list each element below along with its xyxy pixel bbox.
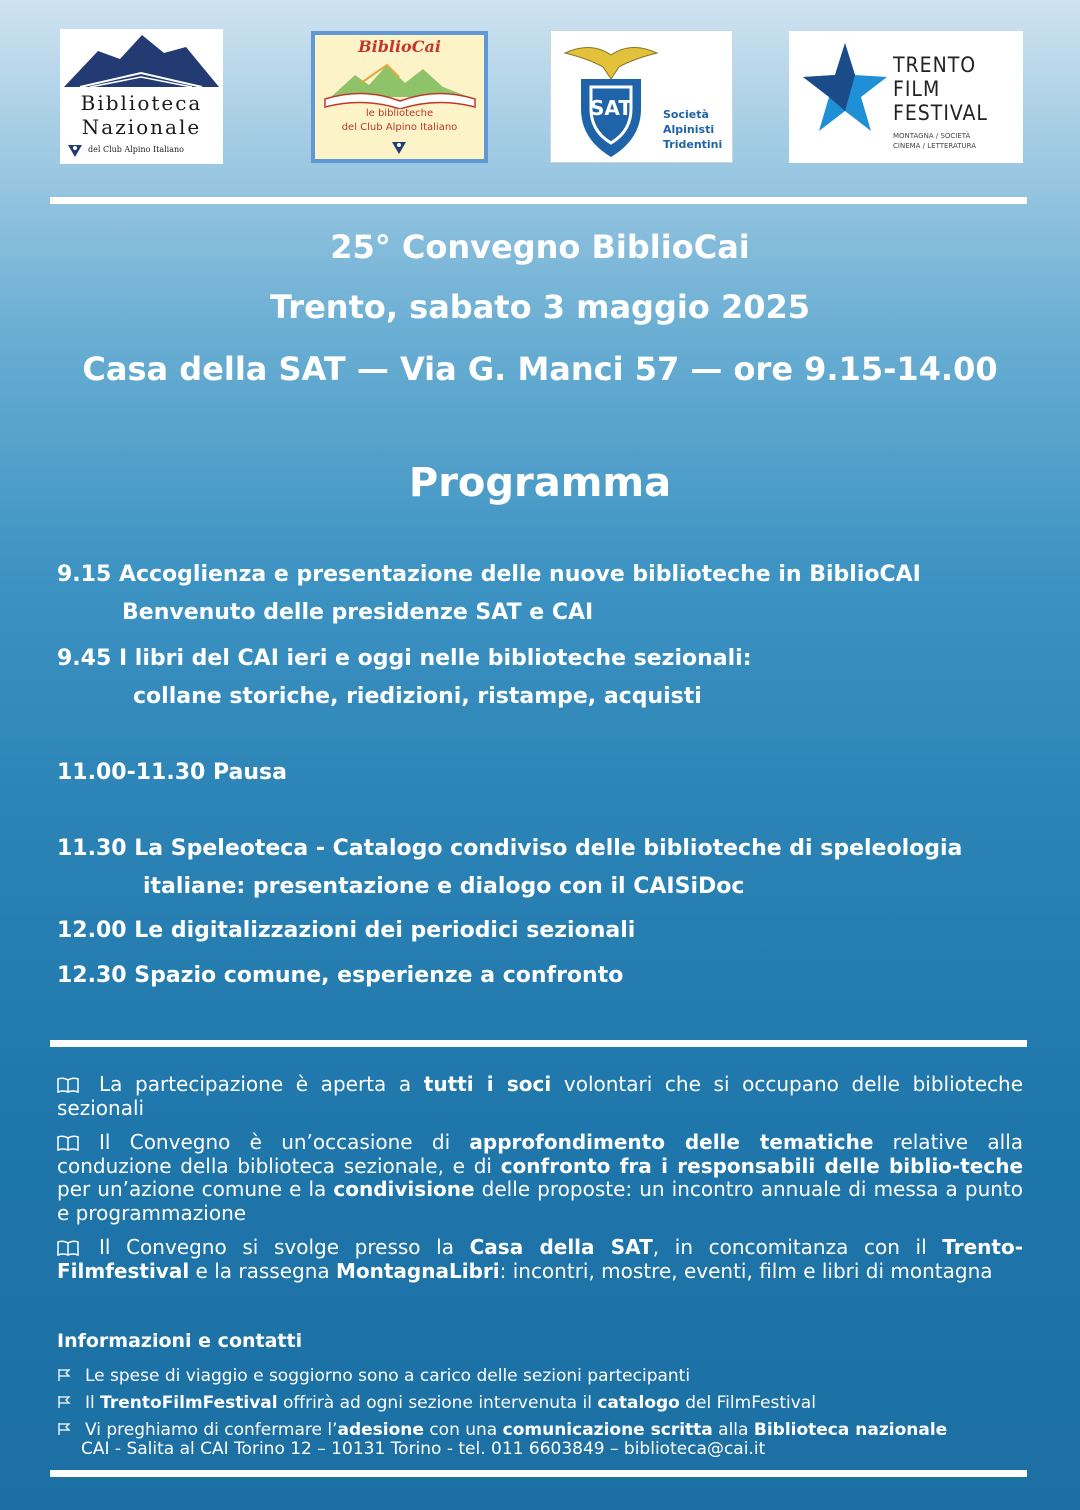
program-item: 11.30 La Speleoteca - Catalogo condiviso delle biblioteche di speleologia xyxy=(57,836,963,861)
logo-text-line: FESTIVAL xyxy=(893,101,988,125)
logo-text: del Club Alpino Italiano xyxy=(88,145,184,154)
open-book-icon xyxy=(57,1077,79,1093)
programma-heading: Programma xyxy=(408,460,672,506)
note-paragraph xyxy=(57,1131,1023,1225)
sat-logo xyxy=(550,30,733,163)
flag-icon xyxy=(57,1422,71,1436)
note-text-bold: MontagnaLibri xyxy=(335,1258,500,1283)
info-text: con una xyxy=(423,1420,503,1440)
info-text: offrirà ad ogni sezione intervenuta il xyxy=(277,1393,598,1413)
open-book-mountains-icon xyxy=(321,57,479,109)
program-item: 9.15 Accoglienza e presentazione delle nuove biblioteche in BiblioCAI xyxy=(57,562,921,587)
logo-text-line: le biblioteche xyxy=(365,108,434,119)
info-text: Le spese di viaggio e soggiorno sono a carico delle sezioni partecipanti xyxy=(85,1366,691,1386)
logo-strip xyxy=(0,28,1080,168)
info-text-bold: catalogo xyxy=(597,1393,680,1413)
note-text: Il Convegno si svolge presso la xyxy=(99,1235,470,1259)
note-text-bold: condivisione xyxy=(333,1177,475,1201)
logo-text: Biblioteca xyxy=(80,91,203,115)
mountain-book-icon xyxy=(60,29,223,91)
divider xyxy=(50,1040,1027,1047)
program-item: 12.30 Spazio comune, esperienze a confronto xyxy=(57,963,624,988)
info-text-bold: Biblioteca nazionale xyxy=(753,1420,948,1440)
logo-text xyxy=(893,53,988,125)
note-paragraph xyxy=(57,1236,1023,1283)
event-venue: Casa della SAT — Via G. Manci 57 — ore 9.15-14.00 xyxy=(82,350,998,388)
note-text: volontari che si occupano delle biblioteche sezionali xyxy=(57,1072,1024,1120)
contact-line: CAI - Salita al CAI Torino 12 – 10131 Torino - tel. 011 6603849 – biblioteca@cai.it xyxy=(81,1439,766,1459)
note-text: delle proposte: un incontro annuale di messa a punto e programmazione xyxy=(57,1177,1024,1225)
bibliocai-logo xyxy=(311,31,488,163)
cai-emblem-icon xyxy=(66,141,84,159)
program-item: 9.45 I libri del CAI ieri e oggi nelle biblioteche sezionali: xyxy=(57,646,752,671)
info-item xyxy=(57,1366,690,1386)
info-text: Il xyxy=(85,1393,101,1413)
info-text-bold: adesione xyxy=(337,1420,424,1440)
note-text: La partecipazione è aperta a xyxy=(99,1072,424,1096)
info-text: del FilmFestival xyxy=(679,1393,816,1413)
program-item: 11.00-11.30 Pausa xyxy=(57,760,287,785)
info-heading: Informazioni e contatti xyxy=(57,1330,303,1352)
event-title: 25° Convegno BiblioCai xyxy=(330,228,750,266)
logo-text: Nazionale xyxy=(81,115,202,139)
info-text: Vi preghiamo di confermare l’ xyxy=(85,1420,338,1440)
divider xyxy=(50,1470,1027,1477)
logo-text-line: FILM xyxy=(893,77,941,101)
open-book-icon xyxy=(57,1135,79,1151)
note-text: , in concomitanza con il xyxy=(652,1235,943,1259)
note-text: relative alla conduzione della biblioteca sezionale, e di xyxy=(57,1130,1024,1178)
event-date: Trento, sabato 3 maggio 2025 xyxy=(269,288,811,326)
program-item: Benvenuto delle presidenze SAT e CAI xyxy=(122,600,594,625)
program-item: 12.00 Le digitalizzazioni dei periodici sezionali xyxy=(57,918,636,943)
cai-emblem-icon xyxy=(391,139,407,155)
logo-text-line: Tridentini xyxy=(663,138,723,151)
note-text-bold: Trento-Filmfestival xyxy=(57,1235,1024,1283)
note-text-bold: approfondimento delle tematiche xyxy=(469,1130,874,1154)
note-text: e la rassegna xyxy=(189,1258,336,1283)
note-text-bold: confronto fra i responsabili delle biblio-teche xyxy=(500,1153,1024,1178)
note-text-bold: Casa della SAT xyxy=(469,1235,653,1259)
flag-icon xyxy=(57,1395,71,1409)
logo-text: BiblioCai xyxy=(358,37,441,56)
open-book-icon xyxy=(57,1240,79,1256)
note-text: Il Convegno è un’occasione di xyxy=(99,1130,470,1154)
note-text: : incontri, mostre, eventi, film e libri di montagna xyxy=(499,1258,993,1283)
logo-text-line: TRENTO xyxy=(893,53,977,77)
flag-icon xyxy=(57,1368,71,1382)
info-text-bold: comunicazione scritta xyxy=(502,1420,713,1440)
note-paragraph xyxy=(57,1073,1023,1120)
logo-text-line: CINEMA / LETTERATURA xyxy=(893,142,977,150)
biblioteca-nazionale-logo xyxy=(60,29,223,164)
logo-text-line: Società xyxy=(663,108,709,121)
divider xyxy=(50,197,1027,204)
trento-film-festival-logo xyxy=(789,31,1023,163)
sat-eagle-shield-icon xyxy=(561,39,661,159)
program-item: italiane: presentazione e dialogo con il CAISiDoc xyxy=(143,874,745,899)
svg-text:SAT: SAT xyxy=(590,96,632,120)
info-text-bold: TrentoFilmFestival xyxy=(100,1393,278,1413)
info-item xyxy=(57,1393,816,1413)
info-item xyxy=(57,1420,947,1440)
logo-text-line: Alpinisti xyxy=(663,123,715,136)
logo-text-line: MONTAGNA / SOCIETÀ xyxy=(893,132,971,140)
note-text-bold: tutti i soci xyxy=(423,1072,552,1096)
logo-text xyxy=(663,107,722,152)
star-icon xyxy=(801,41,889,133)
logo-text xyxy=(893,131,976,151)
logo-text-line: del Club Alpino Italiano xyxy=(341,122,458,133)
info-text: alla xyxy=(712,1420,754,1440)
note-text: per un’azione comune e la xyxy=(57,1177,334,1201)
program-item: collane storiche, riedizioni, ristampe, acquisti xyxy=(133,684,702,709)
logo-text xyxy=(315,107,484,135)
